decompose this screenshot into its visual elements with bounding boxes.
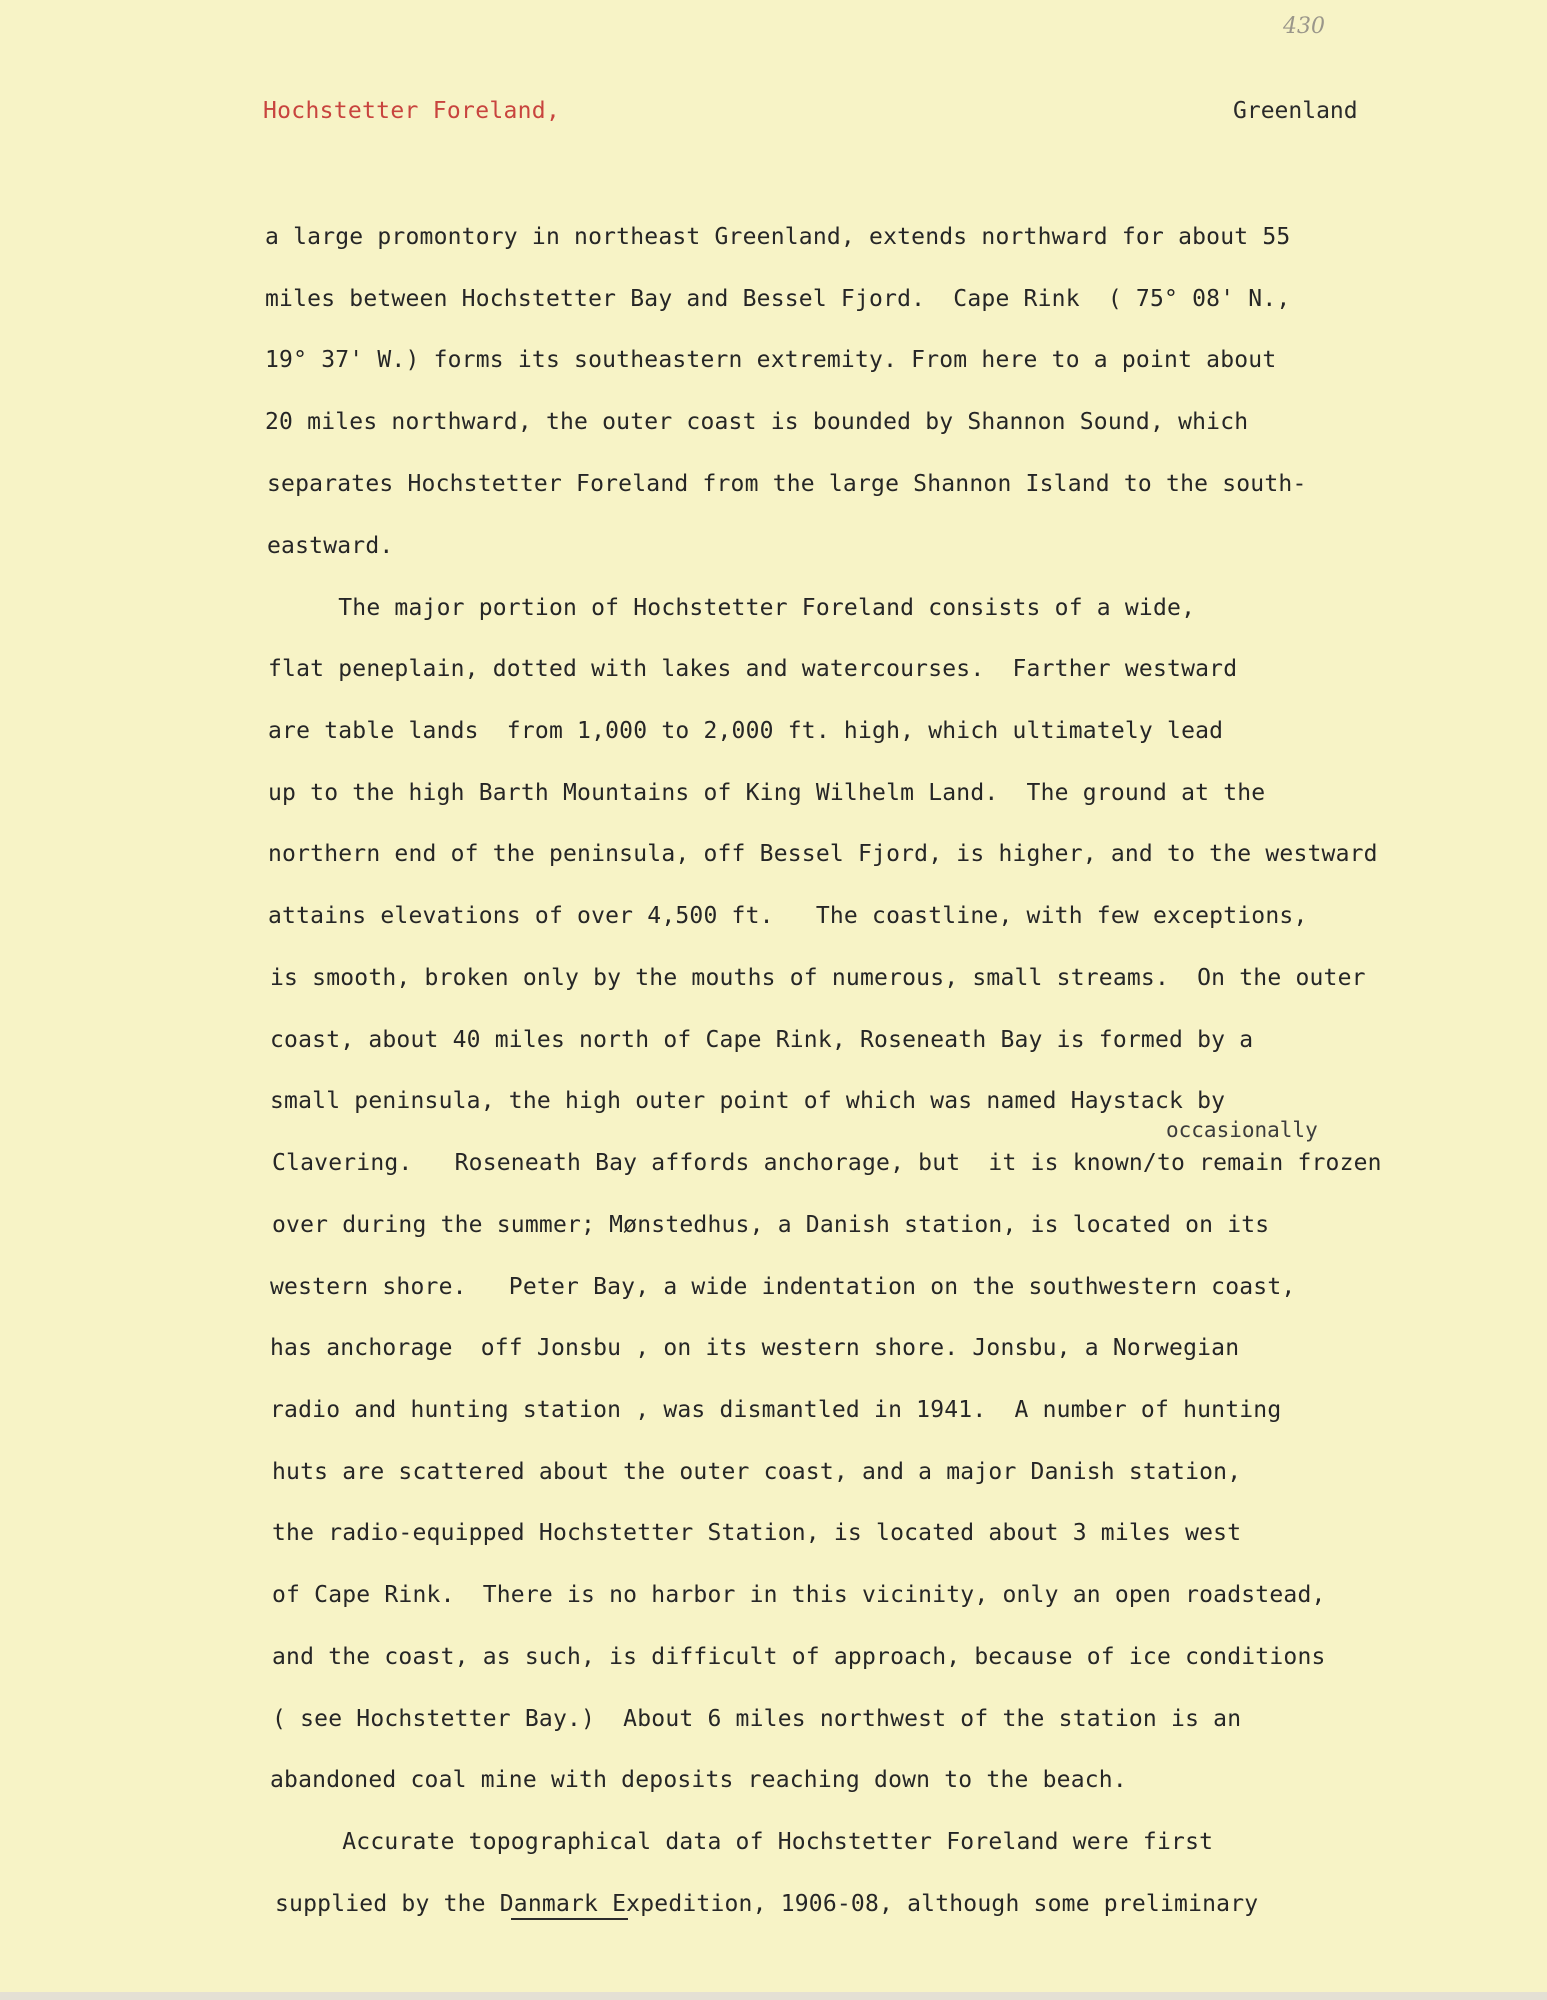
text-line: a large promontory in northeast Greenland, extends northward for about 55 — [265, 224, 1291, 250]
text-line: abandoned coal mine with deposits reaching down to the beach. — [270, 1767, 1127, 1793]
text-line: flat peneplain, dotted with lakes and watercourses. Farther westward — [268, 656, 1238, 682]
text-line: are table lands from 1,000 to 2,000 ft. high, which ultimately lead — [268, 718, 1224, 744]
text-line: attains elevations of over 4,500 ft. The coastline, with few exceptions, — [268, 903, 1308, 929]
danmark-underline — [511, 1918, 628, 1920]
text-line: supplied by the Danmark Expedition, 1906-08, although some preliminary — [275, 1891, 1259, 1917]
entry-title: Hochstetter Foreland, — [263, 98, 561, 124]
text-line: the radio-equipped Hochstetter Station, is located about 3 miles west — [272, 1520, 1242, 1546]
text-line: Clavering. Roseneath Bay affords anchorage, but it is known/to remain frozen — [272, 1150, 1382, 1176]
text-line: The major portion of Hochstetter Foreland consists of a wide, — [268, 595, 1196, 621]
text-line: miles between Hochstetter Bay and Bessel Fjord. Cape Rink ( 75° 08' N., — [265, 286, 1291, 312]
text-line: coast, about 40 miles north of Cape Rink, Roseneath Bay is formed by a — [270, 1027, 1254, 1053]
text-line: is smooth, broken only by the mouths of numerous, small streams. On the outer — [270, 965, 1366, 991]
text-line: 19° 37' W.) forms its southeastern extremity. From here to a point about — [265, 347, 1277, 373]
text-line: western shore. Peter Bay, a wide indentation on the southwestern coast, — [270, 1274, 1296, 1300]
page-number: 430 — [1283, 14, 1325, 39]
text-line: has anchorage off Jonsbu , on its western shore. Jonsbu, a Norwegian — [270, 1335, 1240, 1361]
text-line: small peninsula, the high outer point of which was named Haystack by — [270, 1088, 1226, 1114]
entry-region: Greenland — [1233, 98, 1358, 124]
handwritten-insertion: occasionally — [1166, 1118, 1318, 1142]
text-line: and the coast, as such, is difficult of approach, because of ice conditions — [272, 1644, 1326, 1670]
text-line: huts are scattered about the outer coast, and a major Danish station, — [272, 1459, 1242, 1485]
text-line: of Cape Rink. There is no harbor in this vicinity, only an open roadstead, — [272, 1582, 1326, 1608]
text-line: over during the summer; Mønstedhus, a Danish station, is located on its — [272, 1212, 1270, 1238]
text-line: 20 miles northward, the outer coast is bounded by Shannon Sound, which — [265, 409, 1249, 435]
text-line: eastward. — [267, 533, 394, 559]
scan-bottom-edge — [0, 1992, 1547, 2000]
text-line: up to the high Barth Mountains of King Wilhelm Land. The ground at the — [268, 780, 1266, 806]
text-line: radio and hunting station , was dismantled in 1941. A number of hunting — [270, 1397, 1282, 1423]
text-line: Accurate topographical data of Hochstetter Foreland were first — [272, 1829, 1214, 1855]
text-line: separates Hochstetter Foreland from the large Shannon Island to the south- — [267, 471, 1307, 497]
text-line: northern end of the peninsula, off Bessel Fjord, is higher, and to the westward — [268, 841, 1378, 867]
text-line: ( see Hochstetter Bay.) About 6 miles northwest of the station is an — [272, 1706, 1242, 1732]
